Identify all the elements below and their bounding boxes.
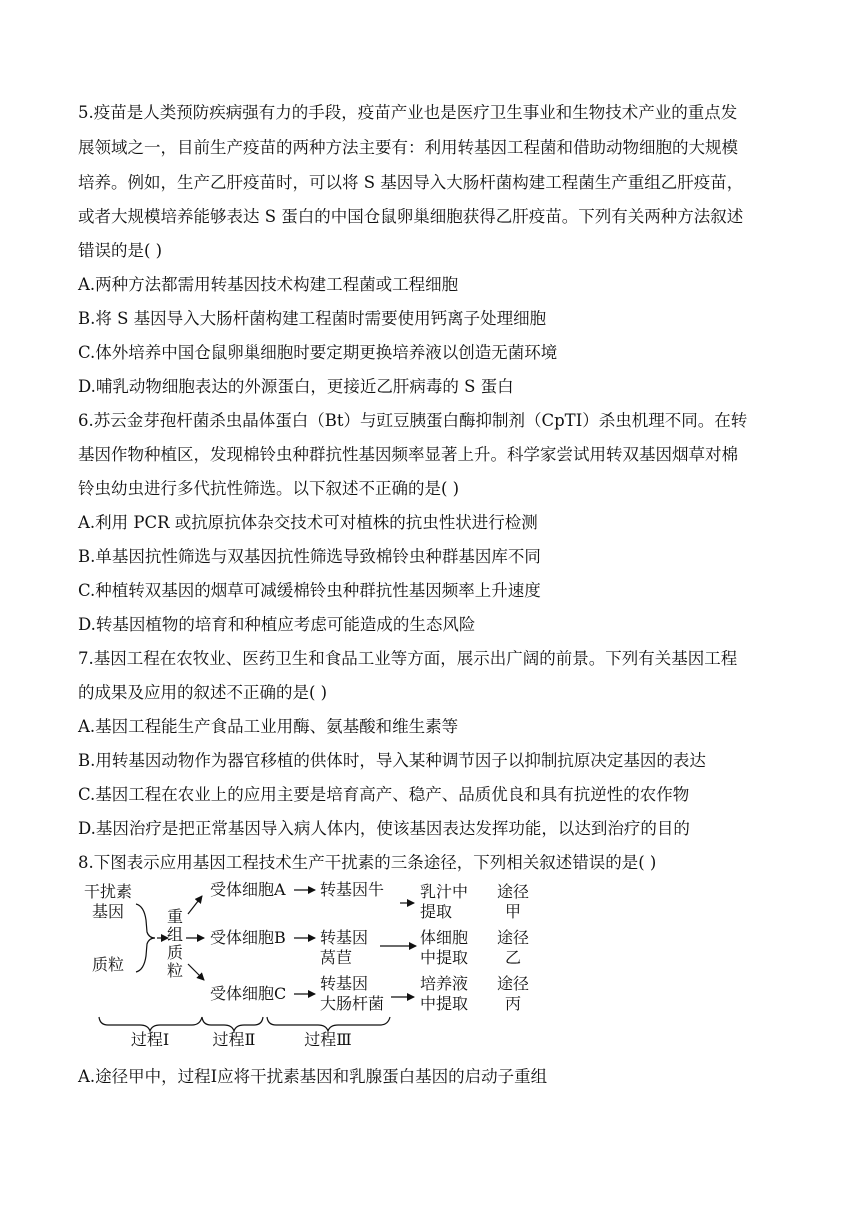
process-2-brace — [202, 1017, 263, 1031]
process-2-label: 过程Ⅱ — [212, 1030, 256, 1049]
q5-stem-line-3: 培养。例如，生产乙肝疫苗时，可以将 S 基因导入大肠杆菌构建工程菌生产重组乙肝疫苗， — [78, 173, 744, 192]
organism-cow: 转基因牛 — [320, 880, 385, 899]
q6-stem-line-1: 6.苏云金芽孢杆菌杀虫晶体蛋白（Bt）与豇豆胰蛋白酶抑制剂（CpTⅠ）杀虫机理不同。在转 — [78, 411, 748, 430]
q5-option-a: A.两种方法都需用转基因技术构建工程菌或工程细胞 — [78, 275, 459, 294]
route-jia-line-1: 途径 — [496, 882, 529, 901]
process-1-brace — [99, 1017, 202, 1031]
q7-option-d: D.基因治疗是把正常基因导入病人体内，使该基因表达发挥功能，以达到治疗的目的 — [78, 819, 690, 838]
q6-option-c: C.种植转双基因的烟草可减缓棉铃虫种群抗性基因频率上升速度 — [78, 581, 541, 600]
arrow-to-cell-a — [188, 896, 202, 914]
recombinant-char-2: 组 — [166, 925, 183, 944]
interferon-pathway-diagram — [78, 880, 548, 1052]
q7-option-c: C.基因工程在农业上的应用主要是培育高产、稳产、品质优良和具有抗逆性的农作物 — [78, 785, 690, 804]
recipient-cell-a: 受体细胞A — [210, 880, 286, 899]
recombinant-char-3: 质 — [166, 943, 183, 962]
diagram-connectors — [78, 880, 548, 1052]
q5-stem-line-4: 或者大规模培养能够表达 S 蛋白的中国仓鼠卵巢细胞获得乙肝疫苗。下列有关两种方法叙述 — [78, 207, 744, 226]
plasmid-label: 质粒 — [91, 955, 124, 974]
q8-option-a: A.途径甲中，过程Ⅰ应将干扰素基因和乳腺蛋白基因的启动子重组 — [78, 1067, 548, 1086]
q6-option-b: B.单基因抗性筛选与双基因抗性筛选导致棉铃虫种群基因库不同 — [78, 547, 541, 566]
route-bing-line-1: 途径 — [496, 974, 529, 993]
q6-stem-line-3: 铃虫幼虫进行多代抗性筛选。以下叙述不正确的是( ) — [78, 479, 460, 498]
recombinant-char-4: 粒 — [166, 961, 183, 980]
organism-ecoli-line-2: 大肠杆菌 — [320, 994, 385, 1013]
extraction-cells-line-1: 体细胞 — [420, 928, 469, 947]
route-jia-line-2: 甲 — [504, 902, 521, 921]
q5-option-b: B.将 S 基因导入大肠杆菌构建工程菌时需要使用钙离子处理细胞 — [78, 309, 547, 328]
arrow-to-cell-c — [188, 964, 204, 980]
recipient-cell-c: 受体细胞C — [210, 984, 287, 1003]
extraction-cells-line-2: 中提取 — [420, 948, 469, 967]
extraction-medium-line-1: 培养液 — [420, 974, 469, 993]
process-1-label: 过程Ⅰ — [130, 1030, 170, 1049]
q7-stem-line-1: 7.基因工程在农牧业、医药卫生和食品工业等方面，展示出广阔的前景。下列有关基因工程 — [78, 649, 738, 668]
route-bing-line-2: 丙 — [504, 994, 521, 1013]
q7-option-a: A.基因工程能生产食品工业用酶、氨基酸和维生素等 — [78, 717, 459, 736]
q5-stem-line-5: 错误的是( ) — [78, 241, 163, 260]
extraction-medium-line-2: 中提取 — [420, 994, 469, 1013]
q7-stem-line-2: 的成果及应用的叙述不正确的是( ) — [78, 683, 328, 702]
process-3-label: 过程Ⅲ — [304, 1030, 352, 1049]
gene-label-line-2: 基因 — [91, 902, 124, 921]
recipient-cell-b: 受体细胞B — [210, 928, 286, 947]
organism-lettuce-line-1: 转基因 — [320, 928, 369, 947]
q7-option-b: B.用转基因动物作为器官移植的供体时，导入某种调节因子以抑制抗原决定基因的表达 — [78, 751, 706, 770]
gene-label-line-1: 干扰素 — [83, 882, 132, 901]
q5-stem-line-2: 展领域之一，目前生产疫苗的两种方法主要有：利用转基因工程菌和借助动物细胞的大规模 — [78, 138, 738, 157]
q6-stem-line-2: 基因作物种植区，发现棉铃虫种群抗性基因频率显著上升。科学家尝试用转双基因烟草对棉 — [78, 445, 738, 464]
q5-stem-line-1: 5.疫苗是人类预防疾病强有力的手段，疫苗产业也是医疗卫生事业和生物技术产业的重点发 — [78, 103, 738, 122]
extraction-milk-line-2: 提取 — [420, 902, 453, 921]
q5-option-c: C.体外培养中国仓鼠卵巢细胞时要定期更换培养液以创造无菌环境 — [78, 343, 558, 362]
extraction-milk-line-1: 乳汁中 — [420, 882, 469, 901]
organism-ecoli-line-1: 转基因 — [320, 974, 369, 993]
q6-option-a: A.利用 PCR 或抗原抗体杂交技术可对植株的抗虫性状进行检测 — [78, 513, 538, 532]
q8-stem-line-1: 8.下图表示应用基因工程技术生产干扰素的三条途径，下列相关叙述错误的是( ) — [78, 853, 657, 872]
route-yi-line-2: 乙 — [504, 948, 521, 967]
q6-option-d: D.转基因植物的培育和种植应考虑可能造成的生态风险 — [78, 615, 476, 634]
route-yi-line-1: 途径 — [496, 928, 529, 947]
organism-lettuce-line-2: 莴苣 — [320, 948, 353, 967]
joining-brace — [136, 904, 155, 972]
q5-option-d: D.哺乳动物细胞表达的外源蛋白，更接近乙肝病毒的 S 蛋白 — [78, 377, 514, 396]
recombinant-char-1: 重 — [166, 907, 183, 926]
process-3-brace — [267, 1017, 390, 1031]
